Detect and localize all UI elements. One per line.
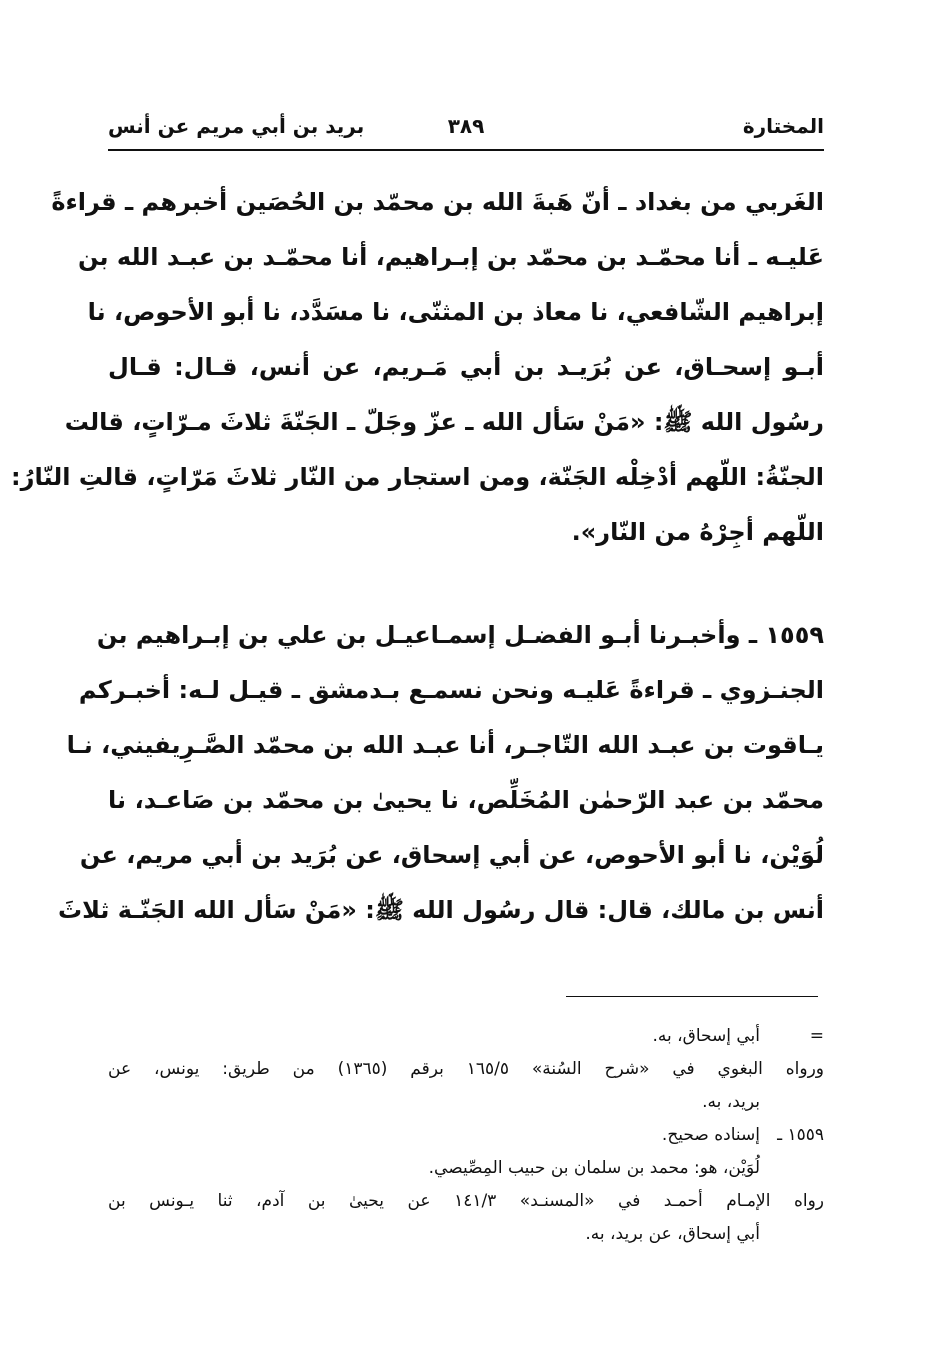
header-rule — [108, 149, 824, 151]
footnote-text: أبي إسحاق، به. — [652, 1026, 760, 1046]
chapter-title: بريد بن أبي مريم عن أنس — [108, 114, 365, 138]
paragraph-line: لُوَيْن، نا أبو الأحوص، عن أبي إسحاق، عن بُرَيد بن أبي مريم، عن — [79, 841, 824, 869]
page-header — [108, 110, 824, 150]
footnote-separator — [566, 996, 818, 997]
footnote-line: لُوَيْن، هو: محمد بن سلمان بن حبيب المِصِّيصي. — [428, 1158, 760, 1178]
paragraph-line: الجنّةُ: اللّهم أدْخِلْه الجَنّة، ومن استجار من النّار ثلاثَ مَرّاتٍ، قالتِ النّارُ: — [11, 463, 824, 491]
paragraph-1 — [11, 175, 824, 560]
page-number: ٣٨٩ — [447, 114, 485, 138]
paragraph-line: محمّد بن عبد الرّحمٰن المُخَلِّص، نا يحيىٰ بن محمّد بن صَاعـد، نا — [108, 786, 824, 814]
paragraph-line: رسُول الله ﷺ: «مَنْ سَأل الله ـ عزّ وجَلّ ـ الجَنّةَ ثلاثَ مـرّاتٍ، قالت — [64, 408, 824, 436]
paragraph-line: الغَربي من بغداد ـ أنّ هَبةَ الله بن محمّد بن الحُصَين أخبرهم ـ قراءةً — [51, 188, 824, 216]
continuation-mark: = — [809, 1026, 824, 1046]
footnote-line — [108, 1020, 824, 1053]
footnotes — [108, 1020, 824, 1251]
footnote-line: ورواه البغوي في «شرح السُنة» ١٦٥/٥ برقم (١٣٦٥) من طريق: يونس، عن — [108, 1059, 824, 1079]
paragraph-line: ١٥٥٩ ـ وأخبـرنا أبـو الفضـل إسمـاعيـل بن علي بن إبـراهيم بن — [96, 621, 824, 649]
paragraph-line: إبراهيم الشّافعي، نا معاذ بن المثنّى، نا مسَدَّد، نا أبو الأحوص، نا — [87, 298, 824, 326]
paragraph-2 — [58, 608, 824, 938]
paragraph-line: أنس بن مالك، قال: قال رسُول الله ﷺ: «مَنْ سَأل الله الجَنّـة ثلاثَ — [58, 896, 824, 924]
paragraph-line: أبـو إسحـاق، عن بُرَيـد بن أبي مَـريم، عن أنس، قـال: قـال — [108, 353, 824, 381]
footnote-line: أبي إسحاق، عن بريد، به. — [585, 1224, 760, 1244]
paragraph-line: اللّهم أجِرْهُ من النّار». — [571, 518, 824, 546]
paragraph-line: يـاقوت بن عبـد الله التّاجـر، أنا عبـد الله بن محمّد الصَّـرِيفيني، نـا — [66, 731, 824, 759]
paragraph-line: عَليـه ـ أنا محمّـد بن محمّد بن إبـراهيم، أنا محمّـد بن عبـد الله بن — [77, 243, 824, 271]
footnote-text: إسناده صحيح. — [661, 1125, 760, 1145]
footnote-number: ١٥٥٩ ـ — [777, 1125, 824, 1145]
footnote-line — [108, 1119, 824, 1152]
footnote-line: رواه الإمـام أحمـد في «المسنـد» ١٤١/٣ عن يحيىٰ بن آدم، ثنا يـونس بن — [108, 1191, 824, 1211]
footnote-line: بريد، به. — [702, 1092, 760, 1112]
paragraph-line: الجنـزوي ـ قراءةً عَليـه ونحن نسمـع بـدمشق ـ قيـل لـه: أخبـركم — [78, 676, 824, 704]
book-title: المختارة — [742, 114, 824, 138]
